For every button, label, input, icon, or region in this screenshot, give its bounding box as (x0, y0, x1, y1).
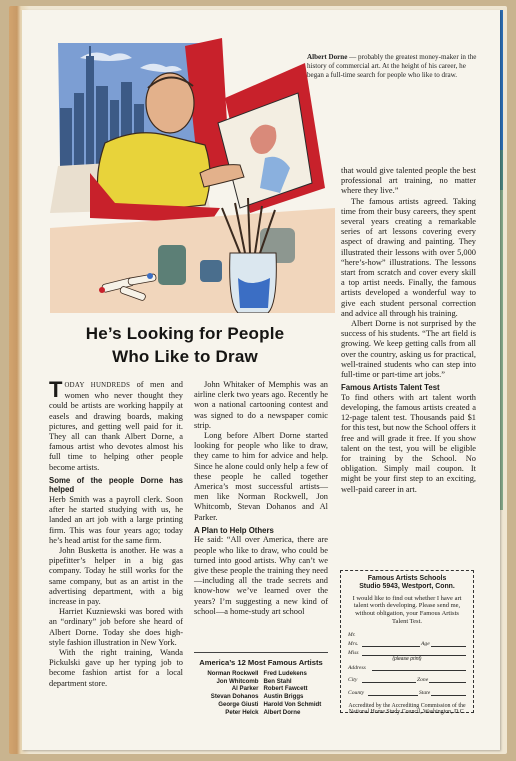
mail-coupon (340, 570, 474, 716)
field-label-mr: Mr. (348, 631, 356, 638)
paint-jar-icon (158, 245, 186, 285)
county-field[interactable] (348, 687, 466, 696)
artist-name: Harold Von Schmidt (263, 700, 322, 708)
artists-title: America’s 12 Most Famous Artists (199, 658, 323, 667)
artist-name: George Giusti (218, 700, 259, 708)
caption-text: — probably the greatest money-maker in the history of commercial art. At the height of his career, he began a full-time search for people who like to draw. (307, 53, 477, 79)
artist-name: Austin Briggs (263, 693, 304, 701)
paragraph: John Busketta is another. He was a pipefitter’s helper in a big gas company. Today he still works for the same company, but as an artist in the advertising department, with a big increase in pay. (49, 546, 183, 607)
article-column-3 (341, 166, 476, 495)
paragraph: Long before Albert Dorne started looking for people who like to draw, they came to him for advice and help. Since he alone could only help a few of these people he called together America’s most successful artists—men like Norman Rockwell, Jon Whitcomb, Stevan Dohanos and Al Parker. (194, 431, 328, 522)
article-column-2 (194, 380, 328, 617)
field-label-address: Address (348, 664, 366, 671)
artist-name: Ben Stahl (263, 677, 292, 685)
artist-name: Peter Helck (225, 708, 259, 716)
headline-line: He’s Looking for People (85, 324, 285, 343)
field-label-state: State (419, 689, 431, 696)
artist-name: Al Parker (231, 685, 259, 693)
address-field[interactable] (348, 662, 466, 671)
field-label-zone: Zone (417, 677, 429, 684)
paragraph: Harriet Kuzniewski was bored with an “ordinary” job before she heard of Albert Dorne. Today she does high-style fashion illustration in New York. (49, 607, 183, 647)
headline-line: Who Like to Draw (112, 347, 258, 366)
subhead: A Plan to Help Others (194, 525, 274, 535)
illustration-artist-at-easel (50, 38, 335, 313)
photo-caption (307, 53, 482, 80)
coupon-text: I would like to find out whether I have art talent worth developing. Please send me, without obligation, your Famous Artists Talent Test. (352, 594, 462, 625)
subhead: Famous Artists Talent Test (341, 383, 440, 393)
drop-cap: T (49, 377, 63, 402)
article-column-1 (49, 377, 183, 689)
field-label-county: County (348, 689, 365, 696)
subhead: Some of the people Dorne has helped (49, 475, 183, 495)
coupon-address: Studio 5943, Westport, Conn. (359, 583, 455, 591)
coupon-header (341, 575, 473, 592)
artist-name: Jon Whitcomb (216, 677, 259, 685)
field-label-mrs: Mrs. (348, 640, 359, 647)
artist-name: Norman Rockwell (207, 670, 259, 677)
paragraph: To find others with art talent worth developing, the famous artists created a 12-page talent test. Thousands paid $1 for this test, but now the School offers it free and will grade it free. If you show talent on the test, you will be eligible for training by the School. No obligation. Simply mail coupon. It might be your first step to an exciting, well-paid career in art. (341, 392, 476, 494)
paint-jar-icon (200, 260, 222, 282)
print-hint: (please print) (392, 656, 422, 663)
name-field[interactable] (348, 629, 466, 638)
lead-in: ODAY HUNDREDS (64, 382, 131, 389)
paragraph: With the right training, Wanda Pickulski gave up her typing job to become fashion artist for a local department store. (49, 648, 183, 688)
field-label-miss: Miss (348, 650, 359, 657)
artist-name: Stevan Dohanos (210, 693, 259, 701)
paragraph: The famous artists agreed. Taking time from their busy careers, they spent several years creating a remarkable series of art lessons covering every aspect of drawing and painting. They illustrated their lessons with over 5,000 “here’s-how” illustrations. The lessons start from scratch and cover every skill a top artist needs. Finally, the famous artists developed a wonderful way to give each student personal correction and advice all through his training. (341, 196, 476, 318)
headline (40, 322, 330, 368)
artist-name: Albert Dorne (263, 708, 301, 716)
city-field[interactable] (348, 675, 466, 684)
paragraph: Albert Dorne is not surprised by the success of his students. “The art field is growing. We keep getting calls from all over the country, asking us for practical, well-trained students who can step into full-time or part-time art jobs.” (341, 319, 476, 380)
paragraph: Herb Smith was a payroll clerk. Soon after he started studying with us, he landed an art job with a large printing firm. This was four years ago; today he’s head artist for the same firm. (49, 495, 183, 545)
caption-name: Albert Dorne (307, 53, 348, 61)
paragraph-text: of men and women who never thought they could be artists are working happily at easels and drawing boards, making pictures, and getting well paid for it. They all can thank Albert Dorne, a famous artist who devotes almost his full time to helping other people become artists. (49, 380, 183, 472)
artists-list (194, 670, 328, 716)
paragraph: John Whitaker of Memphis was an airline clerk two years ago. Recently he won a national cartooning contest and was signed to do a newspaper comic strip. (194, 380, 328, 430)
coupon-school-name: Famous Artists Schools (367, 575, 447, 582)
artists-box (194, 652, 328, 716)
name-field[interactable] (348, 648, 466, 657)
paragraph: that would give talented people the best professional art training, no matter where they live.” (341, 166, 476, 196)
paragraph (49, 377, 183, 473)
artist-name: Fred Ludekens (263, 670, 307, 677)
name-field[interactable] (348, 639, 466, 648)
accreditation-note: Accredited by the Accrediting Commission of the National Home Study Council, Washington, D.C. (348, 702, 466, 716)
paragraph: He said: “All over America, there are people who like to draw, who could be turned into good artists. Why can’t we give these people the training they need—including all the trade secrets and know-how we’ve learned over the years? I’m suggesting a new kind of school—a home-study art school (194, 535, 328, 616)
field-label-age: Age (421, 640, 430, 647)
artist-name: Robert Fawcett (263, 685, 308, 693)
field-label-city: City (348, 677, 358, 684)
